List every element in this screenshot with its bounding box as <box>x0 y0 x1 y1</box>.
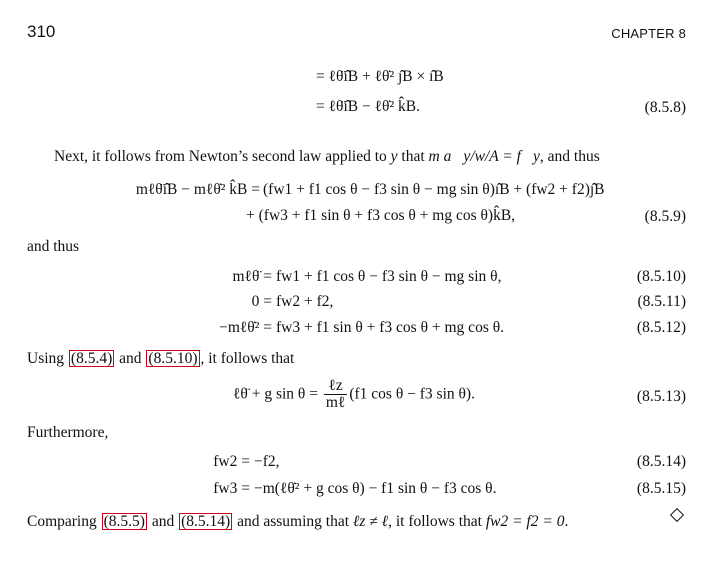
equation-8-5-12-rhs: fw3 + f1 sin θ + f3 cos θ + mg cos θ. <box>276 319 505 336</box>
equation-8-5-11-lhs: 0 = <box>251 293 272 310</box>
and-thus-text: and thus <box>27 238 80 255</box>
paragraph-text: and assuming that <box>233 513 353 530</box>
paragraph-text: . <box>564 513 569 530</box>
equation-8-5-10-rhs: fw1 + f1 cos θ − f3 sin θ − mg sin θ, <box>276 268 502 285</box>
fraction-denominator: mℓ <box>325 394 346 411</box>
inline-math-newton: m a⃗y/w/A = f⃗y <box>428 148 540 165</box>
equation-8-5-15-rhs: −m(ℓθ̇² + g cos θ) − f1 sin θ − f3 cos θ. <box>254 480 497 497</box>
equation-8-5-13 <box>233 378 475 411</box>
furthermore-text: Furthermore, <box>27 424 109 441</box>
equation-8-5-10-lhs: mℓθ̈ = <box>232 268 272 285</box>
equation-number-8-5-10: (8.5.10) <box>636 268 686 285</box>
paragraph-text: , and thus <box>539 148 600 165</box>
paragraph-comparing <box>27 513 568 531</box>
equation-number-8-5-12: (8.5.12) <box>636 319 686 336</box>
equation-8-5-13-lhs: ℓθ̈ + g sin θ = <box>233 385 318 403</box>
inline-math-inequality: ℓz ≠ ℓ <box>352 513 389 530</box>
math-var-y: y <box>390 148 398 165</box>
equation-link-8-5-14[interactable]: (8.5.14) <box>181 513 231 530</box>
equation-8-5-9-rhs: (fw1 + f1 cos θ − f3 sin θ − mg sin θ)ı̂B + (fw2 + f2)ȷ̂B <box>263 181 605 198</box>
equation-link-8-5-5[interactable]: (8.5.5) <box>103 513 145 530</box>
equation-number-8-5-11: (8.5.11) <box>637 293 686 310</box>
paragraph-text: Comparing <box>27 513 101 530</box>
paragraph-text: , it follows that <box>200 350 295 367</box>
paragraph-text: Next, it follows from Newton’s second law applied to <box>54 148 391 165</box>
paragraph-text: , it follows that <box>388 513 486 530</box>
inline-math-conclusion: fw2 = f2 = 0 <box>485 513 565 530</box>
equation-link-8-5-10[interactable]: (8.5.10) <box>148 350 198 367</box>
paragraph-using <box>27 350 294 368</box>
link-label: 8.5.14 <box>186 513 226 530</box>
fraction-numerator: ℓz <box>324 378 347 395</box>
link-label: 8.5.5 <box>108 513 140 530</box>
equation-number-8-5-9: (8.5.9) <box>644 208 686 225</box>
paragraph-newton <box>54 148 600 166</box>
equation-number-8-5-13: (8.5.13) <box>636 388 686 405</box>
equation-link-8-5-4[interactable]: (8.5.4) <box>70 350 113 367</box>
equation-8-5-9-line2: + (fw3 + f1 sin θ + f3 cos θ + mg cos θ)k̂B, <box>246 207 516 224</box>
end-diamond-icon <box>670 508 684 522</box>
equation-8-5-14-rhs: −f2, <box>254 453 280 470</box>
equation-number-8-5-8: (8.5.8) <box>644 99 686 116</box>
equation-8-5-12-lhs: −mℓθ̇² = <box>219 319 272 336</box>
equation-8-5-14-lhs: fw2 = <box>213 453 250 470</box>
page-number: 310 <box>27 22 56 41</box>
equation-8-5-8-line2: = ℓθ̈ı̂B − ℓθ̇² k̂B. <box>316 98 420 115</box>
paragraph-text: Using <box>27 350 68 367</box>
chapter-label: CHAPTER 8 <box>611 26 686 41</box>
equation-8-5-11-rhs: fw2 + f2, <box>276 293 334 310</box>
equation-number-8-5-15: (8.5.15) <box>636 480 686 497</box>
paragraph-text: and <box>147 513 179 530</box>
fraction <box>324 378 347 411</box>
equation-8-5-8-line1: = ℓθ̈ı̂B + ℓθ̇² ȷ̂B × ı̂B <box>316 68 444 85</box>
equation-number-8-5-14: (8.5.14) <box>636 453 686 470</box>
link-label: 8.5.10 <box>153 350 193 367</box>
paragraph-text: and <box>115 350 146 367</box>
equation-8-5-9-lhs: mℓθ̈ı̂B − mℓθ̇² k̂B = <box>135 181 260 198</box>
equation-8-5-15-lhs: fw3 = <box>213 480 250 497</box>
paragraph-text: that <box>397 148 429 165</box>
link-label: 8.5.4 <box>76 350 108 367</box>
equation-8-5-13-rhs: (f1 cos θ − f3 sin θ). <box>349 385 475 403</box>
